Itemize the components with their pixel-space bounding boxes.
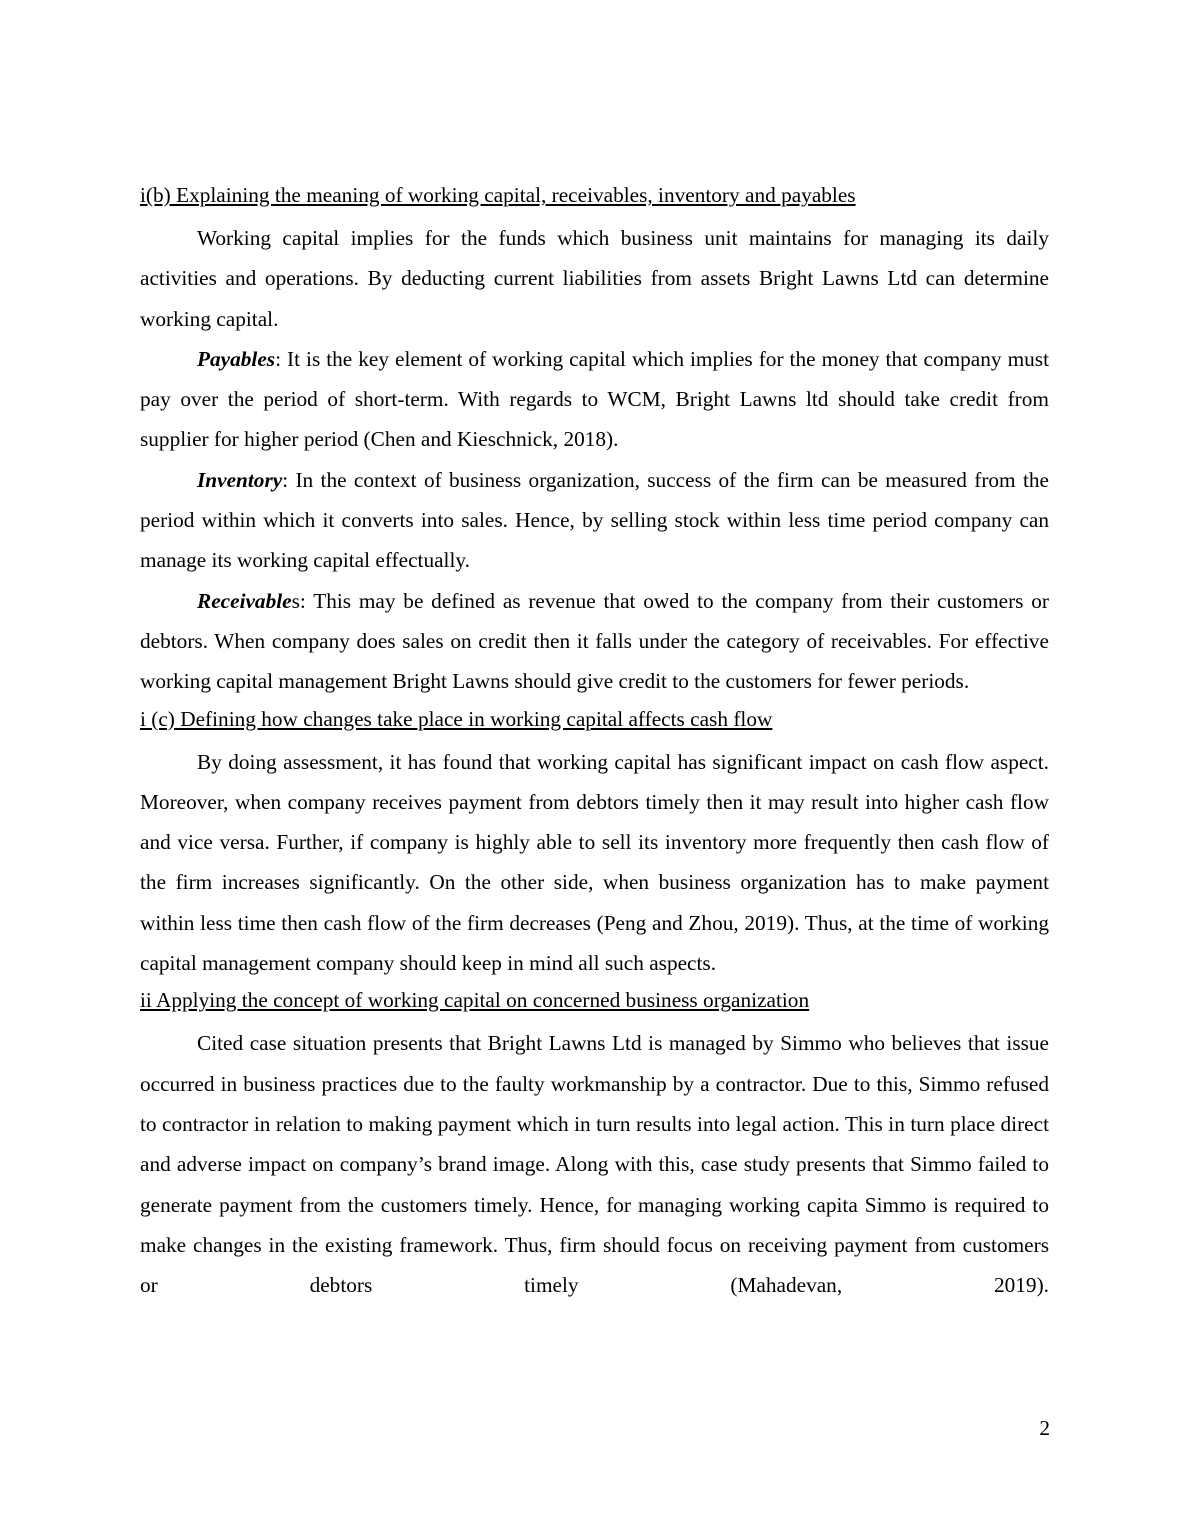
page-number: 2 bbox=[1039, 1416, 1050, 1440]
term-payables: Payables bbox=[197, 346, 276, 371]
paragraph-working-capital: Working capital implies for the funds which business unit maintains for managing its daily activities and operations. By deducting current liabilities from assets Bright Lawns Ltd can determine working capital. bbox=[140, 226, 1049, 331]
receivables-text: s: This may be defined as revenue that owed to the company from their customers or debtors. When company does sales on credit then it falls under the category of receivables. For effective working capital management Bright Lawns should give credit to the customers for fewer periods. bbox=[140, 588, 1049, 694]
paragraph-receivables bbox=[140, 581, 1049, 702]
inventory-text: : In the context of business organization, success of the firm can be measured from the period within which it converts into sales. Hence, by selling stock within less time period company can manage its working capital effectually. bbox=[140, 467, 1049, 573]
term-receivables: Receivable bbox=[197, 588, 292, 613]
paragraph-inventory bbox=[140, 460, 1049, 581]
section-heading-working-capital-meaning: i(b) Explaining the meaning of working capital, receivables, inventory and payables bbox=[140, 183, 856, 207]
section-heading-applying-concept: ii Applying the concept of working capital on concerned business organization bbox=[140, 988, 810, 1013]
paragraph-payables bbox=[140, 339, 1049, 460]
document-page bbox=[140, 178, 1049, 1305]
payables-text: : It is the key element of working capital which implies for the money that company must pay over the period of short-term. With regards to WCM, Bright Lawns ltd should take credit from supplier for higher period (Chen and Kieschnick, 2018). bbox=[140, 346, 1049, 452]
section-heading-cash-flow: i (c) Defining how changes take place in working capital affects cash flow bbox=[140, 706, 773, 731]
paragraph-case-situation: Cited case situation presents that Bright Lawns Ltd is managed by Simmo who believes that issue occurred in business practices due to the faulty workmanship by a contractor. Due to this, Simmo refused to contractor in relation to making payment which in turn results into legal action. This in turn place direct and adverse impact on company’s brand image. Along with this, case study presents that Simmo failed to generate payment from the customers timely. Hence, for managing working capita Simmo is required to make changes in the existing framework. Thus, firm should focus on receiving payment from customers or debtors timely (Mahadevan, 2019). bbox=[140, 1031, 1049, 1298]
term-inventory: Inventory bbox=[197, 467, 283, 492]
paragraph-cash-flow: By doing assessment, it has found that working capital has significant impact on cash flow aspect. Moreover, when company receives payment from debtors timely then it may result into higher cash flow and vice versa. Further, if company is highly able to sell its inventory more frequently then cash flow of the firm increases significantly. On the other side, when business organization has to make payment within less time then cash flow of the firm decreases (Peng and Zhou, 2019). Thus, at the time of working capital management company should keep in mind all such aspects. bbox=[140, 749, 1049, 976]
